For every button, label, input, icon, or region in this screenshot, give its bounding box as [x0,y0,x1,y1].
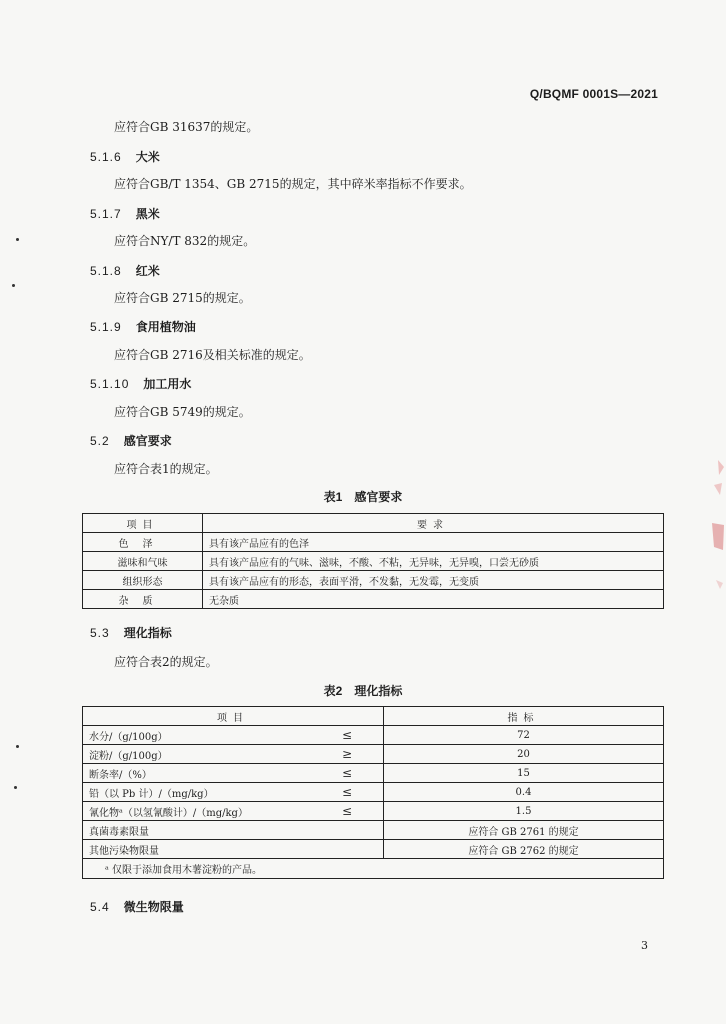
section-5-4-heading [90,898,184,915]
table-header-indicator: 指标 [384,707,664,726]
section-5-1-6-heading [90,148,160,165]
table-cell-value: 0.4 [384,783,664,802]
physicochemical-indicators-table [82,706,664,879]
section-title: 大米 [135,150,160,164]
table2-caption-title: 理化指标 [354,684,403,698]
intro-line: 应符合GB 31637的规定。 [114,120,259,134]
section-number: 5.3 [90,626,110,640]
scan-stain [708,455,726,605]
table-header-row [83,707,664,726]
table-footnote-row [83,859,664,879]
table-cell-item: 铅（以 Pb 计）/（mg/kg） [83,783,312,802]
document-code: Q/BQMF 0001S—2021 [529,87,658,101]
table-row [83,571,664,590]
section-5-1-10-text: 应符合GB 5749的规定。 [114,405,251,419]
table-cell-operator: ≤ [311,726,384,745]
section-5-2-heading [90,432,172,449]
sensory-requirements-table [82,513,664,609]
table-row [83,552,664,571]
table-cell-value: 20 [384,745,664,764]
page-number: 3 [641,939,648,952]
scan-speck [14,786,17,789]
section-5-1-9-text: 应符合GB 2716及相关标准的规定。 [114,348,311,362]
section-title: 感官要求 [123,434,172,448]
scan-speck [12,284,15,287]
scan-speck [16,745,19,748]
section-5-1-9-heading [90,318,196,335]
section-5-3-text: 应符合表2的规定。 [114,655,218,669]
section-5-1-7-heading [90,205,160,222]
table-cell-item: 断条率/（%） [83,764,312,783]
table-row [83,821,664,840]
section-number: 5.1.6 [90,150,122,164]
section-title: 微生物限量 [123,900,184,914]
table-cell-value: 应符合 GB 2762 的规定 [384,840,664,859]
section-number: 5.2 [90,434,110,448]
table-row [83,764,664,783]
table1-caption [0,488,726,505]
table-row [83,802,664,821]
table-cell-operator: ≤ [311,783,384,802]
section-5-2-text: 应符合表1的规定。 [114,462,218,476]
section-title: 食用植物油 [135,320,196,334]
table-row [83,783,664,802]
table-cell-requirement: 无杂质 [203,590,664,609]
table-cell-item: 水分/（g/100g） [83,726,312,745]
table-cell-value: 15 [384,764,664,783]
table-cell-item: 淀粉/（g/100g） [83,745,312,764]
section-5-1-8-text: 应符合GB 2715的规定。 [114,291,251,305]
table-header-requirement: 要求 [203,514,664,533]
section-number: 5.4 [90,900,110,914]
table-header-item: 项目 [83,707,384,726]
table-row [83,726,664,745]
section-number: 5.1.7 [90,207,122,221]
table-cell-value: 应符合 GB 2761 的规定 [384,821,664,840]
scan-speck [16,238,19,241]
section-number: 5.1.8 [90,264,122,278]
table-cell-item: 组织形态 [83,571,203,590]
section-5-1-6-text: 应符合GB/T 1354、GB 2715的规定，其中碎米率指标不作要求。 [114,177,472,191]
table-cell-item: 色泽 [83,533,203,552]
table-cell-operator: ≤ [311,802,384,821]
table2-caption [0,682,726,699]
table-row [83,590,664,609]
section-5-1-7-text: 应符合NY/T 832的规定。 [114,234,256,248]
section-5-1-10-heading [90,375,191,392]
table-cell-item: 杂质 [83,590,203,609]
section-number: 5.1.10 [90,377,130,391]
section-title: 黑米 [135,207,160,221]
section-5-3-heading [90,624,172,641]
table-cell-operator: ≤ [311,764,384,783]
table-row [83,745,664,764]
section-title: 理化指标 [123,626,172,640]
table-cell-requirement: 具有该产品应有的形态，表面平滑，不发黏，无发霉，无变质 [203,571,664,590]
section-number: 5.1.9 [90,320,122,334]
table-cell-requirement: 具有该产品应有的色泽 [203,533,664,552]
table-cell-item: 其他污染物限量 [83,840,384,859]
table-header-row [83,514,664,533]
table1-caption-number: 表1 [323,490,343,504]
table-row [83,533,664,552]
table-cell-item: 氰化物ᵃ（以氢氰酸计）/（mg/kg） [83,802,312,821]
table-cell-item: 滋味和气味 [83,552,203,571]
table-cell-item: 真菌毒素限量 [83,821,384,840]
table1-caption-title: 感官要求 [354,490,403,504]
table-cell-value: 72 [384,726,664,745]
section-5-1-8-heading [90,262,160,279]
table-footnote: ᵃ 仅限于添加食用木薯淀粉的产品。 [83,859,664,879]
table-cell-operator: ≥ [311,745,384,764]
table-header-item: 项目 [83,514,203,533]
table-row [83,840,664,859]
table2-caption-number: 表2 [323,684,343,698]
section-title: 红米 [135,264,160,278]
table-cell-value: 1.5 [384,802,664,821]
section-title: 加工用水 [143,377,192,391]
table-cell-requirement: 具有该产品应有的气味、滋味，不酸、不粘，无异味，无异嗅，口尝无砂质 [203,552,664,571]
